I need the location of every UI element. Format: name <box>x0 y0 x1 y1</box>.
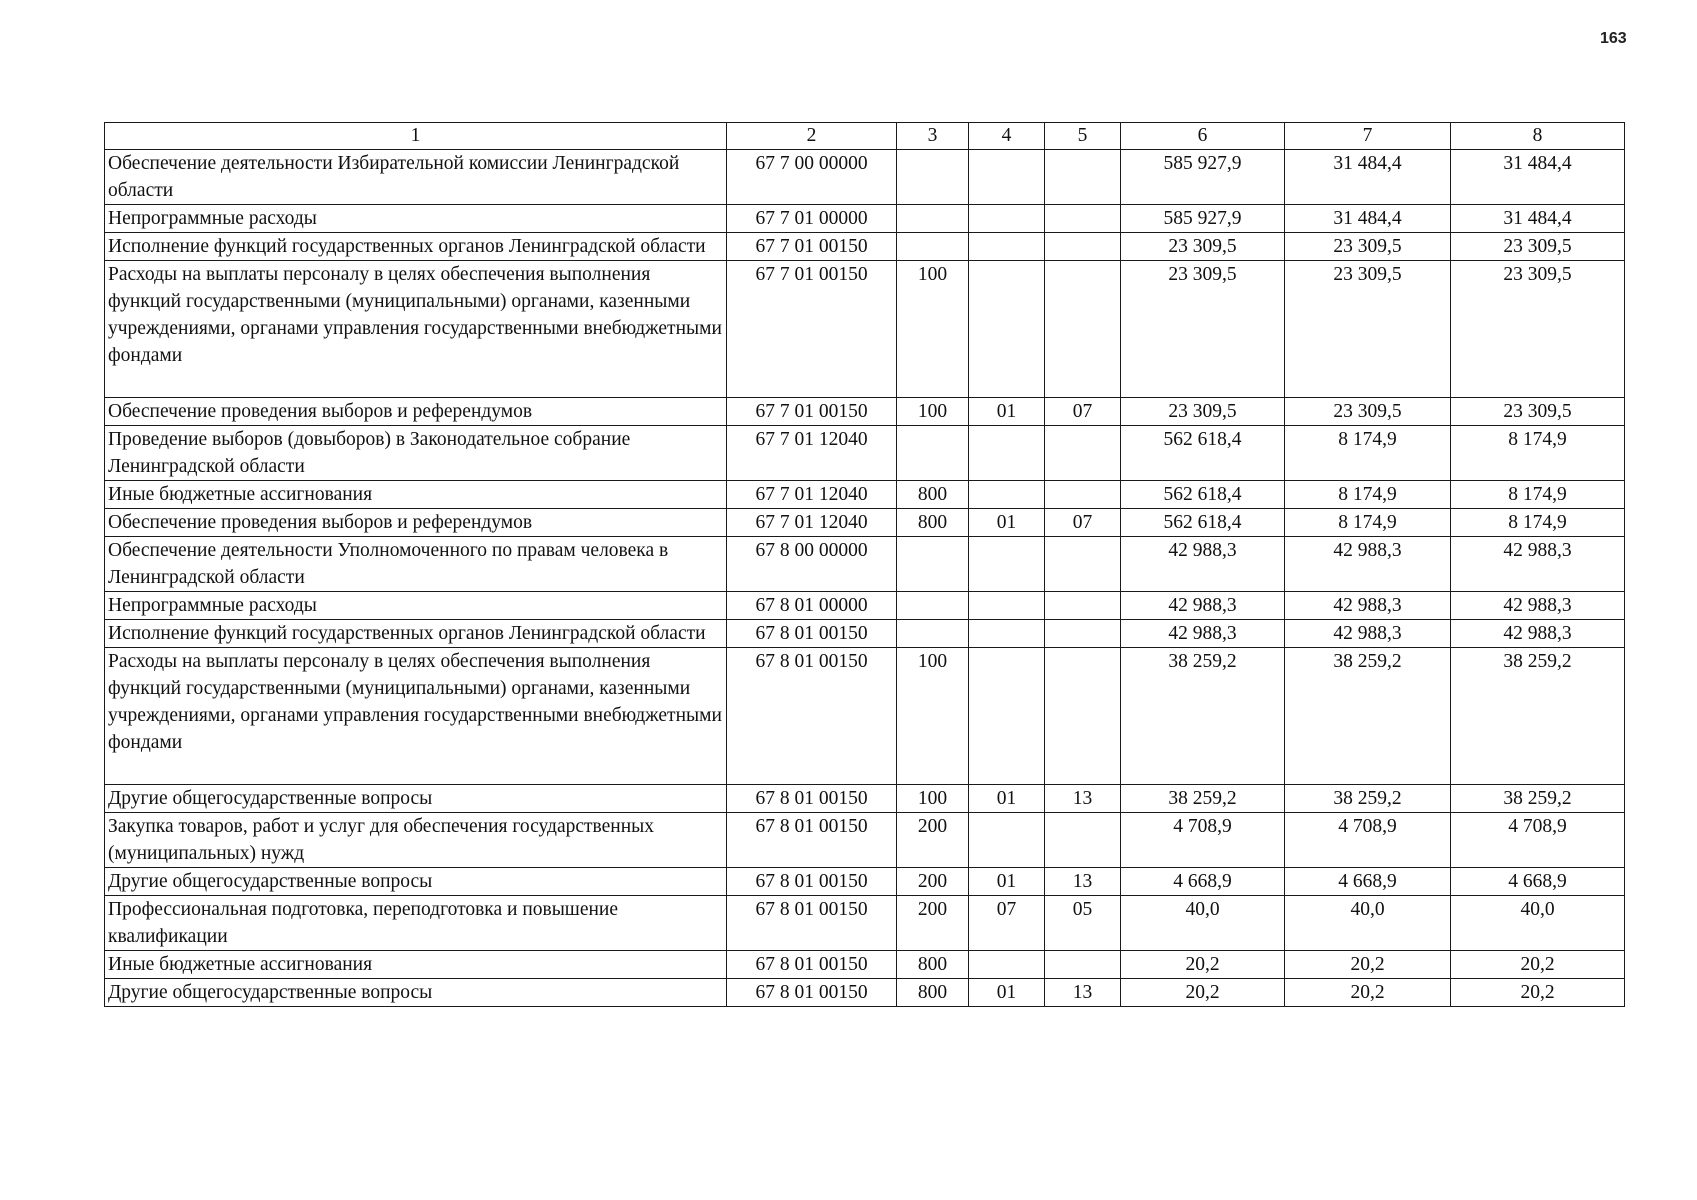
table-row <box>105 426 1625 481</box>
row-code-cell: 67 8 01 00150 <box>727 813 897 868</box>
row-code-cell: 67 8 01 00150 <box>727 785 897 813</box>
row-code-cell: 67 7 01 00150 <box>727 398 897 426</box>
row-amount-6-cell: 23 309,5 <box>1121 261 1285 398</box>
row-section-cell <box>969 426 1045 481</box>
row-amount-7-cell: 38 259,2 <box>1285 648 1451 785</box>
table-row <box>105 398 1625 426</box>
header-cell-5: 5 <box>1045 123 1121 150</box>
table-row <box>105 233 1625 261</box>
table-row <box>105 813 1625 868</box>
row-amount-7-cell: 42 988,3 <box>1285 592 1451 620</box>
table-row <box>105 785 1625 813</box>
table-row <box>105 592 1625 620</box>
row-amount-8-cell: 20,2 <box>1451 979 1625 1007</box>
row-name-cell: Обеспечение деятельности Уполномоченного по правам человека в Ленинградской области <box>105 537 727 592</box>
row-amount-6-cell: 562 618,4 <box>1121 509 1285 537</box>
table-row <box>105 951 1625 979</box>
row-subsection-cell: 07 <box>1045 509 1121 537</box>
row-amount-8-cell: 23 309,5 <box>1451 233 1625 261</box>
row-amount-7-cell: 23 309,5 <box>1285 233 1451 261</box>
table-row <box>105 537 1625 592</box>
table-row <box>105 620 1625 648</box>
table-row <box>105 979 1625 1007</box>
row-name-cell: Обеспечение проведения выборов и референдумов <box>105 509 727 537</box>
row-amount-8-cell: 4 668,9 <box>1451 868 1625 896</box>
row-amount-6-cell: 585 927,9 <box>1121 150 1285 205</box>
row-amount-7-cell: 8 174,9 <box>1285 481 1451 509</box>
row-name-cell: Другие общегосударственные вопросы <box>105 868 727 896</box>
row-amount-8-cell: 42 988,3 <box>1451 620 1625 648</box>
row-subsection-cell <box>1045 233 1121 261</box>
row-section-cell <box>969 537 1045 592</box>
row-subsection-cell <box>1045 951 1121 979</box>
row-code-cell: 67 8 01 00150 <box>727 979 897 1007</box>
row-kvr-cell <box>897 205 969 233</box>
row-name-cell: Другие общегосударственные вопросы <box>105 785 727 813</box>
row-amount-7-cell: 20,2 <box>1285 951 1451 979</box>
row-amount-6-cell: 20,2 <box>1121 951 1285 979</box>
row-subsection-cell <box>1045 648 1121 785</box>
row-name-cell: Иные бюджетные ассигнования <box>105 481 727 509</box>
row-section-cell <box>969 233 1045 261</box>
row-subsection-cell <box>1045 150 1121 205</box>
row-section-cell <box>969 813 1045 868</box>
row-amount-7-cell: 31 484,4 <box>1285 205 1451 233</box>
row-code-cell: 67 7 01 12040 <box>727 481 897 509</box>
row-amount-8-cell: 31 484,4 <box>1451 205 1625 233</box>
row-section-cell: 01 <box>969 785 1045 813</box>
row-subsection-cell <box>1045 205 1121 233</box>
row-amount-8-cell: 8 174,9 <box>1451 481 1625 509</box>
row-amount-6-cell: 40,0 <box>1121 896 1285 951</box>
row-amount-7-cell: 20,2 <box>1285 979 1451 1007</box>
row-amount-6-cell: 42 988,3 <box>1121 592 1285 620</box>
row-code-cell: 67 8 01 00150 <box>727 620 897 648</box>
row-kvr-cell: 100 <box>897 261 969 398</box>
row-amount-7-cell: 4 708,9 <box>1285 813 1451 868</box>
row-section-cell <box>969 951 1045 979</box>
header-cell-8: 8 <box>1451 123 1625 150</box>
row-subsection-cell <box>1045 592 1121 620</box>
row-subsection-cell <box>1045 620 1121 648</box>
row-kvr-cell: 200 <box>897 868 969 896</box>
row-subsection-cell: 13 <box>1045 868 1121 896</box>
row-section-cell <box>969 205 1045 233</box>
row-name-cell: Другие общегосударственные вопросы <box>105 979 727 1007</box>
row-amount-7-cell: 4 668,9 <box>1285 868 1451 896</box>
row-subsection-cell <box>1045 261 1121 398</box>
row-amount-8-cell: 42 988,3 <box>1451 592 1625 620</box>
row-amount-6-cell: 4 708,9 <box>1121 813 1285 868</box>
row-amount-6-cell: 23 309,5 <box>1121 398 1285 426</box>
table-row <box>105 481 1625 509</box>
row-name-cell: Закупка товаров, работ и услуг для обеспечения государственных (муниципальных) нужд <box>105 813 727 868</box>
row-amount-8-cell: 42 988,3 <box>1451 537 1625 592</box>
table-row <box>105 150 1625 205</box>
row-kvr-cell <box>897 150 969 205</box>
row-amount-8-cell: 38 259,2 <box>1451 785 1625 813</box>
row-subsection-cell <box>1045 813 1121 868</box>
row-section-cell <box>969 620 1045 648</box>
row-section-cell <box>969 592 1045 620</box>
header-cell-6: 6 <box>1121 123 1285 150</box>
row-amount-7-cell: 8 174,9 <box>1285 509 1451 537</box>
row-amount-7-cell: 40,0 <box>1285 896 1451 951</box>
row-amount-6-cell: 38 259,2 <box>1121 785 1285 813</box>
row-kvr-cell: 800 <box>897 481 969 509</box>
row-subsection-cell: 13 <box>1045 785 1121 813</box>
row-amount-6-cell: 4 668,9 <box>1121 868 1285 896</box>
row-kvr-cell: 100 <box>897 785 969 813</box>
row-subsection-cell: 05 <box>1045 896 1121 951</box>
row-name-cell: Проведение выборов (довыборов) в Законодательное собрание Ленинградской области <box>105 426 727 481</box>
row-kvr-cell: 100 <box>897 398 969 426</box>
row-amount-6-cell: 23 309,5 <box>1121 233 1285 261</box>
row-kvr-cell: 200 <box>897 813 969 868</box>
row-code-cell: 67 7 01 00150 <box>727 233 897 261</box>
row-amount-8-cell: 8 174,9 <box>1451 509 1625 537</box>
row-name-cell: Обеспечение проведения выборов и референдумов <box>105 398 727 426</box>
row-subsection-cell <box>1045 537 1121 592</box>
row-code-cell: 67 7 00 00000 <box>727 150 897 205</box>
row-kvr-cell <box>897 592 969 620</box>
table-row <box>105 896 1625 951</box>
row-kvr-cell: 200 <box>897 896 969 951</box>
row-kvr-cell <box>897 620 969 648</box>
row-amount-8-cell: 40,0 <box>1451 896 1625 951</box>
row-section-cell <box>969 648 1045 785</box>
row-subsection-cell: 07 <box>1045 398 1121 426</box>
row-section-cell: 01 <box>969 398 1045 426</box>
row-amount-7-cell: 23 309,5 <box>1285 261 1451 398</box>
row-kvr-cell: 100 <box>897 648 969 785</box>
row-code-cell: 67 7 01 12040 <box>727 426 897 481</box>
row-subsection-cell <box>1045 426 1121 481</box>
row-code-cell: 67 8 01 00000 <box>727 592 897 620</box>
row-name-cell: Расходы на выплаты персоналу в целях обеспечения выполнения функций государственными (муниципальными) органами, казенными учреждениями, органами управления государственными внебюджетными фондами <box>105 648 727 785</box>
row-section-cell <box>969 481 1045 509</box>
header-cell-7: 7 <box>1285 123 1451 150</box>
budget-table <box>104 122 1625 1007</box>
row-kvr-cell <box>897 233 969 261</box>
row-amount-8-cell: 8 174,9 <box>1451 426 1625 481</box>
row-subsection-cell: 13 <box>1045 979 1121 1007</box>
row-amount-7-cell: 42 988,3 <box>1285 620 1451 648</box>
row-kvr-cell: 800 <box>897 951 969 979</box>
page-number: 163 <box>1600 30 1627 47</box>
row-code-cell: 67 8 01 00150 <box>727 896 897 951</box>
row-amount-6-cell: 562 618,4 <box>1121 481 1285 509</box>
row-name-cell: Обеспечение деятельности Избирательной комиссии Ленинградской области <box>105 150 727 205</box>
row-code-cell: 67 8 01 00150 <box>727 648 897 785</box>
row-kvr-cell <box>897 537 969 592</box>
row-amount-7-cell: 42 988,3 <box>1285 537 1451 592</box>
row-kvr-cell: 800 <box>897 979 969 1007</box>
table-row <box>105 509 1625 537</box>
row-amount-6-cell: 38 259,2 <box>1121 648 1285 785</box>
row-section-cell: 01 <box>969 979 1045 1007</box>
row-code-cell: 67 7 01 00150 <box>727 261 897 398</box>
row-amount-6-cell: 562 618,4 <box>1121 426 1285 481</box>
row-amount-8-cell: 23 309,5 <box>1451 261 1625 398</box>
row-kvr-cell <box>897 426 969 481</box>
row-kvr-cell: 800 <box>897 509 969 537</box>
row-name-cell: Исполнение функций государственных органов Ленинградской области <box>105 233 727 261</box>
row-name-cell: Непрограммные расходы <box>105 205 727 233</box>
row-amount-7-cell: 38 259,2 <box>1285 785 1451 813</box>
row-code-cell: 67 8 01 00150 <box>727 868 897 896</box>
table-row <box>105 261 1625 398</box>
row-amount-6-cell: 585 927,9 <box>1121 205 1285 233</box>
row-amount-8-cell: 20,2 <box>1451 951 1625 979</box>
row-code-cell: 67 7 01 00000 <box>727 205 897 233</box>
header-cell-2: 2 <box>727 123 897 150</box>
row-section-cell <box>969 150 1045 205</box>
row-name-cell: Расходы на выплаты персоналу в целях обеспечения выполнения функций государственными (муниципальными) органами, казенными учреждениями, органами управления государственными внебюджетными фондами <box>105 261 727 398</box>
header-cell-1: 1 <box>105 123 727 150</box>
row-amount-6-cell: 42 988,3 <box>1121 537 1285 592</box>
table-header-row <box>105 123 1625 150</box>
row-code-cell: 67 8 00 00000 <box>727 537 897 592</box>
row-amount-6-cell: 20,2 <box>1121 979 1285 1007</box>
row-name-cell: Иные бюджетные ассигнования <box>105 951 727 979</box>
row-amount-8-cell: 23 309,5 <box>1451 398 1625 426</box>
row-name-cell: Профессиональная подготовка, переподготовка и повышение квалификации <box>105 896 727 951</box>
row-section-cell: 07 <box>969 896 1045 951</box>
row-amount-8-cell: 31 484,4 <box>1451 150 1625 205</box>
row-code-cell: 67 8 01 00150 <box>727 951 897 979</box>
row-amount-7-cell: 23 309,5 <box>1285 398 1451 426</box>
row-section-cell: 01 <box>969 868 1045 896</box>
row-code-cell: 67 7 01 12040 <box>727 509 897 537</box>
row-amount-8-cell: 4 708,9 <box>1451 813 1625 868</box>
row-section-cell: 01 <box>969 509 1045 537</box>
table-row <box>105 868 1625 896</box>
row-subsection-cell <box>1045 481 1121 509</box>
row-amount-6-cell: 42 988,3 <box>1121 620 1285 648</box>
header-cell-4: 4 <box>969 123 1045 150</box>
row-name-cell: Исполнение функций государственных органов Ленинградской области <box>105 620 727 648</box>
header-cell-3: 3 <box>897 123 969 150</box>
row-amount-7-cell: 31 484,4 <box>1285 150 1451 205</box>
row-name-cell: Непрограммные расходы <box>105 592 727 620</box>
row-amount-8-cell: 38 259,2 <box>1451 648 1625 785</box>
table-row <box>105 205 1625 233</box>
table-row <box>105 648 1625 785</box>
row-section-cell <box>969 261 1045 398</box>
row-amount-7-cell: 8 174,9 <box>1285 426 1451 481</box>
